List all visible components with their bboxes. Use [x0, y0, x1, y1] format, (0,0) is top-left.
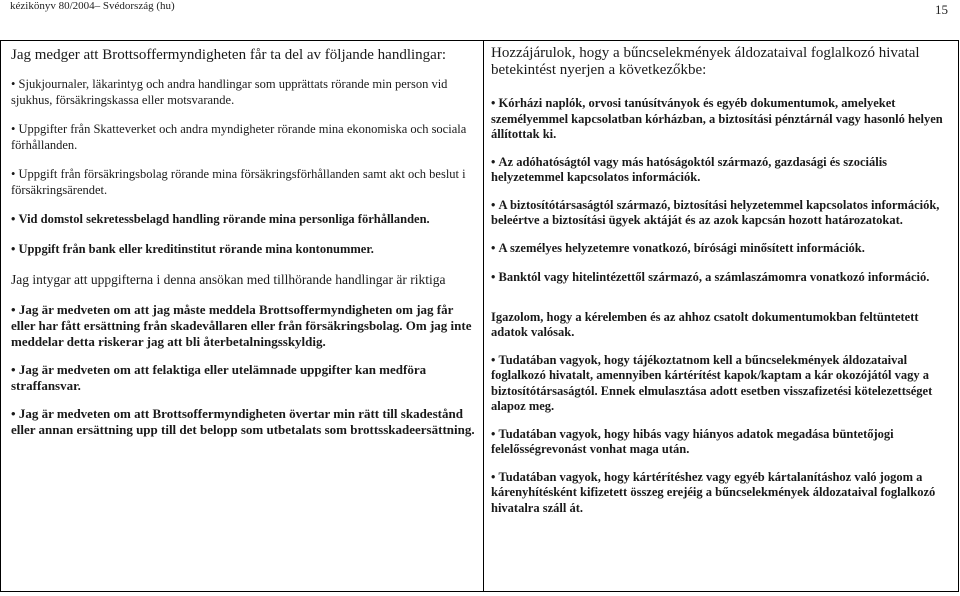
- swedish-item: • Uppgift från försäkringsbolag rörande mina försäkringsförhållanden samt akt och beslut i försäkringsärendet.: [11, 167, 477, 198]
- hungarian-item: • Banktól vagy hitelintézettől származó, a számlaszámomra vonatkozó információ.: [491, 270, 952, 286]
- hungarian-certification: Igazolom, hogy a kérelemben és az ahhoz csatolt dokumentumokban feltüntetett adatok valósak.: [491, 309, 919, 339]
- hungarian-item: • Az adóhatóságtól vagy más hatóságoktól származó, gazdasági és szociális helyzetemmel kapcsolatos információk.: [491, 155, 952, 186]
- swedish-column: [1, 41, 484, 591]
- swedish-declaration: • Jag är medveten om att jag måste meddela Brottsoffermyndigheten om jag får eller har fått ersättning från skadevållaren eller från försäkringsbolag. Om jag inte meddelar detta riskerar jag att bli återbetalningsskyldig.: [11, 302, 477, 350]
- swedish-certification: Jag intygar att uppgifterna i denna ansökan med tillhörande handlingar är riktiga: [11, 272, 446, 287]
- swedish-item: • Vid domstol sekretessbelagd handling rörande mina personliga förhållanden.: [11, 212, 477, 228]
- swedish-item: • Uppgift från bank eller kreditinstitut rörande mina kontonummer.: [11, 242, 477, 258]
- hungarian-item: • A személyes helyzetemre vonatkozó, bírósági minősített információk.: [491, 241, 952, 257]
- page-header: [0, 0, 960, 20]
- hungarian-declaration: • Tudatában vagyok, hogy tájékoztatnom kell a bűncselekmények áldozataival foglalkozó hivatalt, amennyiben kártérítést kapok/kaptam a kár okozójától vagy a biztosítótársaságtól. Ennek elmulasztása adott esetben visszafizetési kötelezettséget alapoz meg.: [491, 353, 952, 415]
- document-reference: kézikönyv 80/2004– Svédország (hu): [10, 0, 175, 12]
- hungarian-title: Hozzájárulok, hogy a bűncselekmények áldozataival foglalkozó hivatal betekintést nyerjen a következőkbe:: [491, 45, 920, 78]
- swedish-declaration: • Jag är medveten om att felaktiga eller utelämnade uppgifter kan medföra straffansvar.: [11, 362, 477, 394]
- swedish-item: • Uppgifter från Skatteverket och andra myndigheter rörande mina ekonomiska och sociala förhållanden.: [11, 122, 477, 153]
- bilingual-table: [0, 40, 959, 592]
- hungarian-item: • Kórházi naplók, orvosi tanúsítványok és egyéb dokumentumok, amelyeket személyemmel kapcsolatban kórházban, a biztosítási pénztárnál vagy hasonló helyen állítottak ki.: [491, 96, 952, 143]
- hungarian-declaration: • Tudatában vagyok, hogy hibás vagy hiányos adatok megadása büntetőjogi felelősségrevonást vonhat maga után.: [491, 427, 952, 458]
- swedish-item: • Sjukjournaler, läkarintyg och andra handlingar som upprättats rörande min person vid sjukhus, försäkringskassa eller motsvarande.: [11, 77, 477, 108]
- hungarian-column: [484, 41, 958, 591]
- page-number: 15: [935, 2, 948, 17]
- swedish-declaration: • Jag är medveten om att Brottsoffermyndigheten övertar min rätt till skadestånd eller annan ersättning upp till det belopp som utbetalats som brottsskadeersättning.: [11, 406, 477, 438]
- hungarian-declaration: • Tudatában vagyok, hogy kártérítéshez vagy egyéb kártalanításhoz való jogom a kárenyhítésként kifizetett összeg erejéig a bűncselekmények áldozataival foglalkozó hivatalra száll át.: [491, 470, 952, 517]
- hungarian-item: • A biztosítótársaságtól származó, biztosítási helyzetemmel kapcsolatos információk, beleértve a biztosítási ügyek aktáját és az azok kapcsán hozott határozatokat.: [491, 198, 952, 229]
- swedish-title: Jag medger att Brottsoffermyndigheten får ta del av följande handlingar:: [11, 47, 446, 63]
